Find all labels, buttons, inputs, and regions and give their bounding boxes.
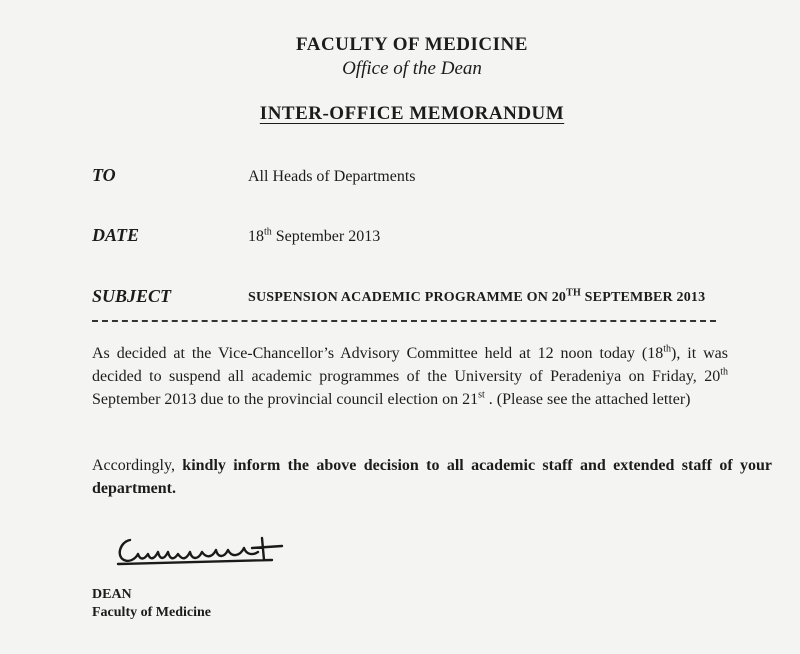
signatory-title: DEAN bbox=[92, 587, 132, 602]
office-subheading: Office of the Dean bbox=[342, 58, 482, 79]
subject-value: SUSPENSION ACADEMIC PROGRAMME ON 20TH SEPTEMBER 2013 bbox=[248, 287, 706, 305]
date-label: DATE bbox=[92, 225, 140, 245]
to-label: TO bbox=[92, 165, 116, 185]
faculty-heading: FACULTY OF MEDICINE bbox=[296, 34, 528, 55]
signatory-faculty: Faculty of Medicine bbox=[92, 605, 211, 620]
body-paragraph-1: As decided at the Vice-Chancellor’s Advisory Committee held at 12 noon today (18th), it was decided to suspend all academic programmes of the University of Peradeniya on Friday, 20th September 2013 due to the provincial council election on 21st . (Please see the attached letter) bbox=[92, 343, 729, 408]
memo-title: INTER-OFFICE MEMORANDUM bbox=[259, 103, 565, 124]
dashed-divider bbox=[92, 320, 716, 322]
dean-signature bbox=[112, 530, 312, 570]
subject-label: SUBJECT bbox=[92, 286, 172, 306]
date-value: 18th September 2013 bbox=[248, 226, 381, 245]
to-value: All Heads of Departments bbox=[248, 168, 416, 185]
body-paragraph-2: Accordingly, kindly inform the above decision to all academic staff and extended staff of your department. bbox=[92, 457, 773, 497]
